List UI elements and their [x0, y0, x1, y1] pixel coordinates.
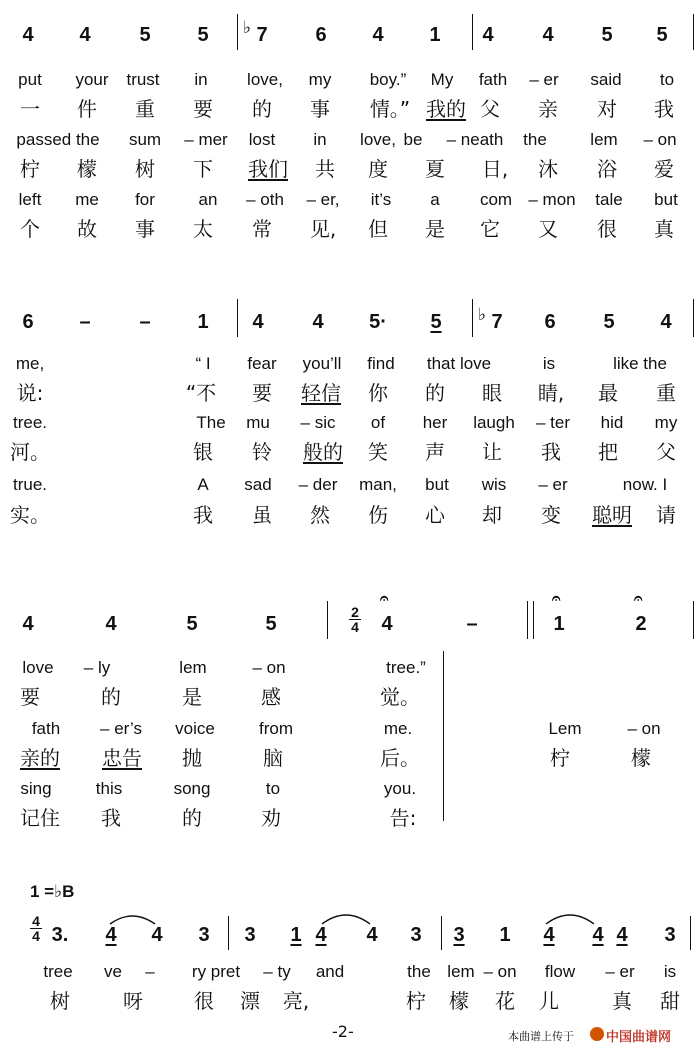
lyric: love, [247, 70, 283, 89]
note: 5 [603, 311, 615, 333]
fermata-icon: 𝄐 [552, 589, 561, 607]
lyric: – ter [535, 413, 571, 432]
lyric-en-1 [0, 653, 700, 683]
note: 4 [315, 924, 327, 946]
note: 3 [453, 924, 465, 946]
lyric: my [308, 70, 332, 89]
note: 4 [151, 924, 163, 946]
lyric: 事 [310, 97, 330, 121]
lyric: an [198, 190, 218, 209]
lyric: – [145, 962, 155, 981]
lyric: 柠 [406, 989, 426, 1013]
lyric: love [22, 658, 54, 677]
bar-line [237, 299, 238, 337]
flat-sign: ♭ [478, 305, 487, 325]
lyric: 亲 [538, 97, 558, 121]
lyric: 共 [315, 157, 335, 181]
lyric: – sic [300, 413, 336, 432]
lyric: 说: [16, 381, 44, 405]
site-name: 中国曲谱网 [606, 1030, 672, 1045]
lyric: 一 [20, 97, 40, 121]
lyric: boy.” [369, 70, 407, 89]
lyric: the [407, 962, 431, 981]
lyric: 银 [193, 440, 213, 464]
note: 5 [430, 311, 442, 333]
lyric: sing [20, 779, 52, 798]
lyric: Lem [548, 719, 582, 738]
lyric: fath [31, 719, 61, 738]
note: 5· [369, 311, 387, 333]
lyric: lem [447, 962, 475, 981]
lyric: ve [104, 962, 122, 981]
note: 4 [543, 924, 555, 946]
note: 6 [315, 24, 327, 46]
note: 6 [544, 311, 556, 333]
lyric: 要 [193, 97, 213, 121]
lyric-zh-3 [0, 803, 700, 833]
lyric: 却 [482, 503, 502, 527]
lyric: 常 [252, 217, 272, 241]
lyric: 真 [654, 217, 674, 241]
lyric: the [523, 130, 547, 149]
lyric: 你 [368, 381, 388, 405]
lyric: wis [481, 475, 507, 494]
lyric: 变 [541, 503, 561, 527]
lyric: like the [613, 354, 667, 373]
lyric: 又 [538, 217, 558, 241]
lyric: your [75, 70, 109, 89]
site-logo-icon [590, 1027, 604, 1041]
note: 1 [290, 924, 302, 946]
lyric: 亲的 [20, 746, 60, 770]
lyric: but [654, 190, 678, 209]
lyric: – er’s [100, 719, 142, 738]
lyric-zh-1 [0, 94, 700, 124]
lyric: from [259, 719, 293, 738]
time-sig-top: 2 [351, 604, 359, 620]
lyric: “ I [195, 354, 211, 373]
lyric: – er [529, 70, 559, 89]
lyric: sum [128, 130, 162, 149]
lyric: 声 [425, 440, 445, 464]
note: 4 [372, 24, 384, 46]
lyric: me, [15, 354, 45, 373]
lyric: 柠 [550, 746, 570, 770]
notes-row [0, 920, 700, 950]
key-signature: 1 =♭B [30, 882, 75, 902]
lyric: 是 [425, 217, 445, 241]
lyric: 檬 [77, 157, 97, 181]
lyric: put [18, 70, 42, 89]
lyric: true. [12, 475, 48, 494]
lyric: a [430, 190, 440, 209]
notes-row [0, 307, 700, 337]
lyric: said [590, 70, 622, 89]
lyric: – on [252, 658, 286, 677]
lyric: her [422, 413, 448, 432]
lyric: to [265, 779, 281, 798]
lyric: 忠告 [102, 746, 142, 770]
bar-line [693, 601, 694, 639]
lyric: man, [359, 475, 397, 494]
bar-line [441, 916, 442, 950]
lyric: 聪明 [592, 503, 632, 527]
lyric: that love [426, 354, 492, 373]
lyric: – mon [528, 190, 576, 209]
lyric: 虽 [252, 503, 272, 527]
lyric: – ty [263, 962, 291, 981]
lyric: 劝 [261, 806, 281, 830]
lyric: 日, [481, 157, 509, 181]
time-sig-bottom: 4 [351, 619, 359, 635]
lyric-en-2 [0, 125, 700, 155]
lyric: 情。” [369, 97, 411, 121]
lyric: 实。 [10, 503, 50, 527]
note: 5 [601, 24, 613, 46]
note: 5 [265, 613, 277, 635]
lyric: 父 [480, 97, 500, 121]
note: – [466, 613, 478, 635]
lyric: 眼 [482, 381, 502, 405]
lyric: but [425, 475, 449, 494]
lyric: tree.” [386, 658, 426, 677]
lyric: 我 [654, 97, 674, 121]
note: 4 [616, 924, 628, 946]
note: 4 [660, 311, 672, 333]
lyric: 觉。 [380, 685, 420, 709]
lyric: be [403, 130, 423, 149]
note: 3 [198, 924, 210, 946]
lyric-en-2 [0, 714, 700, 744]
lyric-en-1 [0, 65, 700, 95]
lyric: fear [247, 354, 277, 373]
lyric: 请 [656, 503, 676, 527]
lyric: trust [126, 70, 160, 89]
lyric: 告: [389, 806, 417, 830]
lyric: 件 [77, 97, 97, 121]
lyric: 我 [101, 806, 121, 830]
fermata-icon: 𝄐 [380, 589, 389, 607]
lyric: tree. [12, 413, 48, 432]
lyric: 故 [77, 217, 97, 241]
bar-line [327, 601, 328, 639]
lyric: 我 [193, 503, 213, 527]
lyric-zh-3 [0, 214, 700, 244]
lyric: com [479, 190, 513, 209]
lyric: 脑 [263, 746, 283, 770]
lyric: 树 [50, 989, 70, 1013]
lyric: is [663, 962, 677, 981]
lyric: 儿 [539, 989, 559, 1013]
lyric: – mer [184, 130, 228, 149]
note: 2 [635, 613, 647, 635]
lyric-en-1 [0, 957, 700, 987]
lyric: 把 [598, 440, 618, 464]
lyric: left [18, 190, 42, 209]
lyric: 最 [598, 381, 618, 405]
lyric: voice [175, 719, 215, 738]
lyric: 事 [135, 217, 155, 241]
lyric: it’s [370, 190, 392, 209]
lyric: 般的 [303, 440, 343, 464]
note: 5 [656, 24, 668, 46]
lyric: is [542, 354, 556, 373]
lyric: – on [483, 962, 517, 981]
note: 3 [244, 924, 256, 946]
lyric: 夏 [425, 157, 445, 181]
bar-line [693, 299, 694, 337]
lyric: 父 [656, 440, 676, 464]
lyric: 呀 [123, 989, 143, 1013]
note: 4 [105, 613, 117, 635]
lyric: 抛 [182, 746, 202, 770]
lyric: 重 [656, 381, 676, 405]
lyric: My [430, 70, 454, 89]
lyric: 伤 [368, 503, 388, 527]
notes-row [0, 20, 700, 50]
lyric-zh-2 [0, 154, 700, 184]
lyric-zh-2 [0, 743, 700, 773]
lyric-en-2 [0, 408, 700, 438]
lyric: tale [595, 190, 623, 209]
lyric-en-3 [0, 470, 700, 500]
lyric: 太 [193, 217, 213, 241]
note: 4 [542, 24, 554, 46]
lyric: – on [643, 130, 677, 149]
bar-line [228, 916, 229, 950]
lyric: – er, [306, 190, 340, 209]
lyric: 让 [482, 440, 502, 464]
note: 5 [186, 613, 198, 635]
lyric: 是 [182, 685, 202, 709]
lyric: 我的 [426, 97, 466, 121]
lyric: The [196, 413, 226, 432]
lyric: 树 [135, 157, 155, 181]
lyric: in [313, 130, 327, 149]
lyric: 我 [541, 440, 561, 464]
lyric: – oth [246, 190, 284, 209]
lyric: 见, [309, 217, 337, 241]
note: 4 [22, 613, 34, 635]
lyric: to [659, 70, 675, 89]
lyric: and [315, 962, 345, 981]
lyric: A [197, 475, 209, 494]
double-bar-line [527, 601, 534, 639]
lyric: 笑 [368, 440, 388, 464]
note: – [139, 311, 151, 333]
lyric: laugh [473, 413, 515, 432]
lyric: – er [605, 962, 635, 981]
lyric: in [194, 70, 208, 89]
lyric: 记住 [20, 806, 60, 830]
lyric: 很 [194, 989, 214, 1013]
lyric: 浴 [597, 157, 617, 181]
lyric: 但 [368, 217, 388, 241]
lyric: 沐 [538, 157, 558, 181]
lyric: you. [383, 779, 417, 798]
lyric-en-1 [0, 349, 700, 379]
lyric: passed the [16, 130, 100, 149]
lyric: lem [590, 130, 618, 149]
lyric-en-3 [0, 774, 700, 804]
note: 5 [139, 24, 151, 46]
lyric: 要 [252, 381, 272, 405]
lyric: for [135, 190, 155, 209]
note: 5 [197, 24, 209, 46]
lyric: 个 [20, 217, 40, 241]
lyric: 轻信 [301, 381, 341, 405]
note: 3. [51, 924, 69, 946]
lyric: lem [179, 658, 207, 677]
lyric: 后。 [380, 746, 420, 770]
bar-line [237, 14, 238, 50]
time-signature [347, 605, 363, 634]
lyric: mu [246, 413, 270, 432]
lyric: this [95, 779, 123, 798]
lyric: 甜 [660, 989, 680, 1013]
lyric: 的 [101, 685, 121, 709]
lyric: me. [383, 719, 413, 738]
lyric: 对 [597, 97, 617, 121]
lyric: 爱 [654, 157, 674, 181]
lyric: 的 [182, 806, 202, 830]
lyric: 檬 [631, 746, 651, 770]
lyric: 心 [425, 503, 445, 527]
note: 7 [256, 24, 268, 46]
note: 4 [22, 24, 34, 46]
lyric: find [367, 354, 395, 373]
lyric: 的 [252, 97, 272, 121]
note: 4 [366, 924, 378, 946]
bar-line [472, 14, 473, 50]
lyric: 漂 [240, 989, 260, 1013]
lyric: 然 [310, 503, 330, 527]
lyric: – neath [446, 130, 504, 149]
lyric: lost [248, 130, 276, 149]
lyric: my [654, 413, 678, 432]
lyric: 花 [495, 989, 515, 1013]
lyric: 铃 [252, 440, 272, 464]
lyric: 柠 [20, 157, 40, 181]
lyric: 檬 [449, 989, 469, 1013]
lyric: – on [627, 719, 661, 738]
page-number: -2- [332, 1022, 354, 1041]
lyric-zh-1 [0, 682, 700, 712]
lyric: “不 [185, 381, 217, 405]
lyric: 感 [261, 685, 281, 709]
lyric: 亮, [282, 989, 310, 1013]
lyric: sad [244, 475, 272, 494]
lyric: 要 [20, 685, 40, 709]
lyric-en-3 [0, 185, 700, 215]
note: 1 [499, 924, 511, 946]
time-signature: 4 4 [29, 914, 43, 943]
bar-line [472, 299, 473, 337]
note: – [79, 311, 91, 333]
note: 1 [429, 24, 441, 46]
lyric: hid [600, 413, 624, 432]
note: 3 [410, 924, 422, 946]
lyric-zh-3 [0, 500, 700, 530]
lyric: flow [544, 962, 576, 981]
fermata-icon: 𝄐 [634, 589, 643, 607]
note: 6 [22, 311, 34, 333]
lyric: – der [298, 475, 338, 494]
bar-line [693, 14, 694, 50]
lyric: – er [538, 475, 568, 494]
lyric: 它 [480, 217, 500, 241]
lyric-zh-1 [0, 986, 700, 1016]
lyric: 度 [368, 157, 388, 181]
note: 7 [491, 311, 503, 333]
note: 4 [381, 613, 393, 635]
lyric: you’ll [302, 354, 342, 373]
lyric: of [370, 413, 386, 432]
lyric: 我们 [248, 157, 288, 181]
note: 3 [664, 924, 676, 946]
lyric: ry pret [191, 962, 241, 981]
lyric: fath [478, 70, 508, 89]
lyric: 睛, [537, 381, 565, 405]
lyric: now. I [622, 475, 668, 494]
lyric: song [173, 779, 211, 798]
note: 1 [197, 311, 209, 333]
lyric-zh-2 [0, 437, 700, 467]
lyric: 真 [612, 989, 632, 1013]
note: 4 [79, 24, 91, 46]
note: 4 [105, 924, 117, 946]
note: 4 [312, 311, 324, 333]
lyric: – ly [83, 658, 111, 677]
lyric: 河。 [10, 440, 50, 464]
lyric-zh-1 [0, 378, 700, 408]
lyric: love, [360, 130, 396, 149]
bar-line [690, 916, 691, 950]
lyric: 下 [193, 157, 213, 181]
lyric: me [75, 190, 99, 209]
note: 4 [592, 924, 604, 946]
note: 1 [553, 613, 565, 635]
lyric: 很 [597, 217, 617, 241]
lyric: tree [43, 962, 73, 981]
note: 4 [482, 24, 494, 46]
flat-sign: ♭ [243, 18, 252, 38]
upload-note: 本曲谱上传于 [508, 1030, 574, 1043]
lyric: 重 [135, 97, 155, 121]
lyric: 的 [425, 381, 445, 405]
note: 4 [252, 311, 264, 333]
